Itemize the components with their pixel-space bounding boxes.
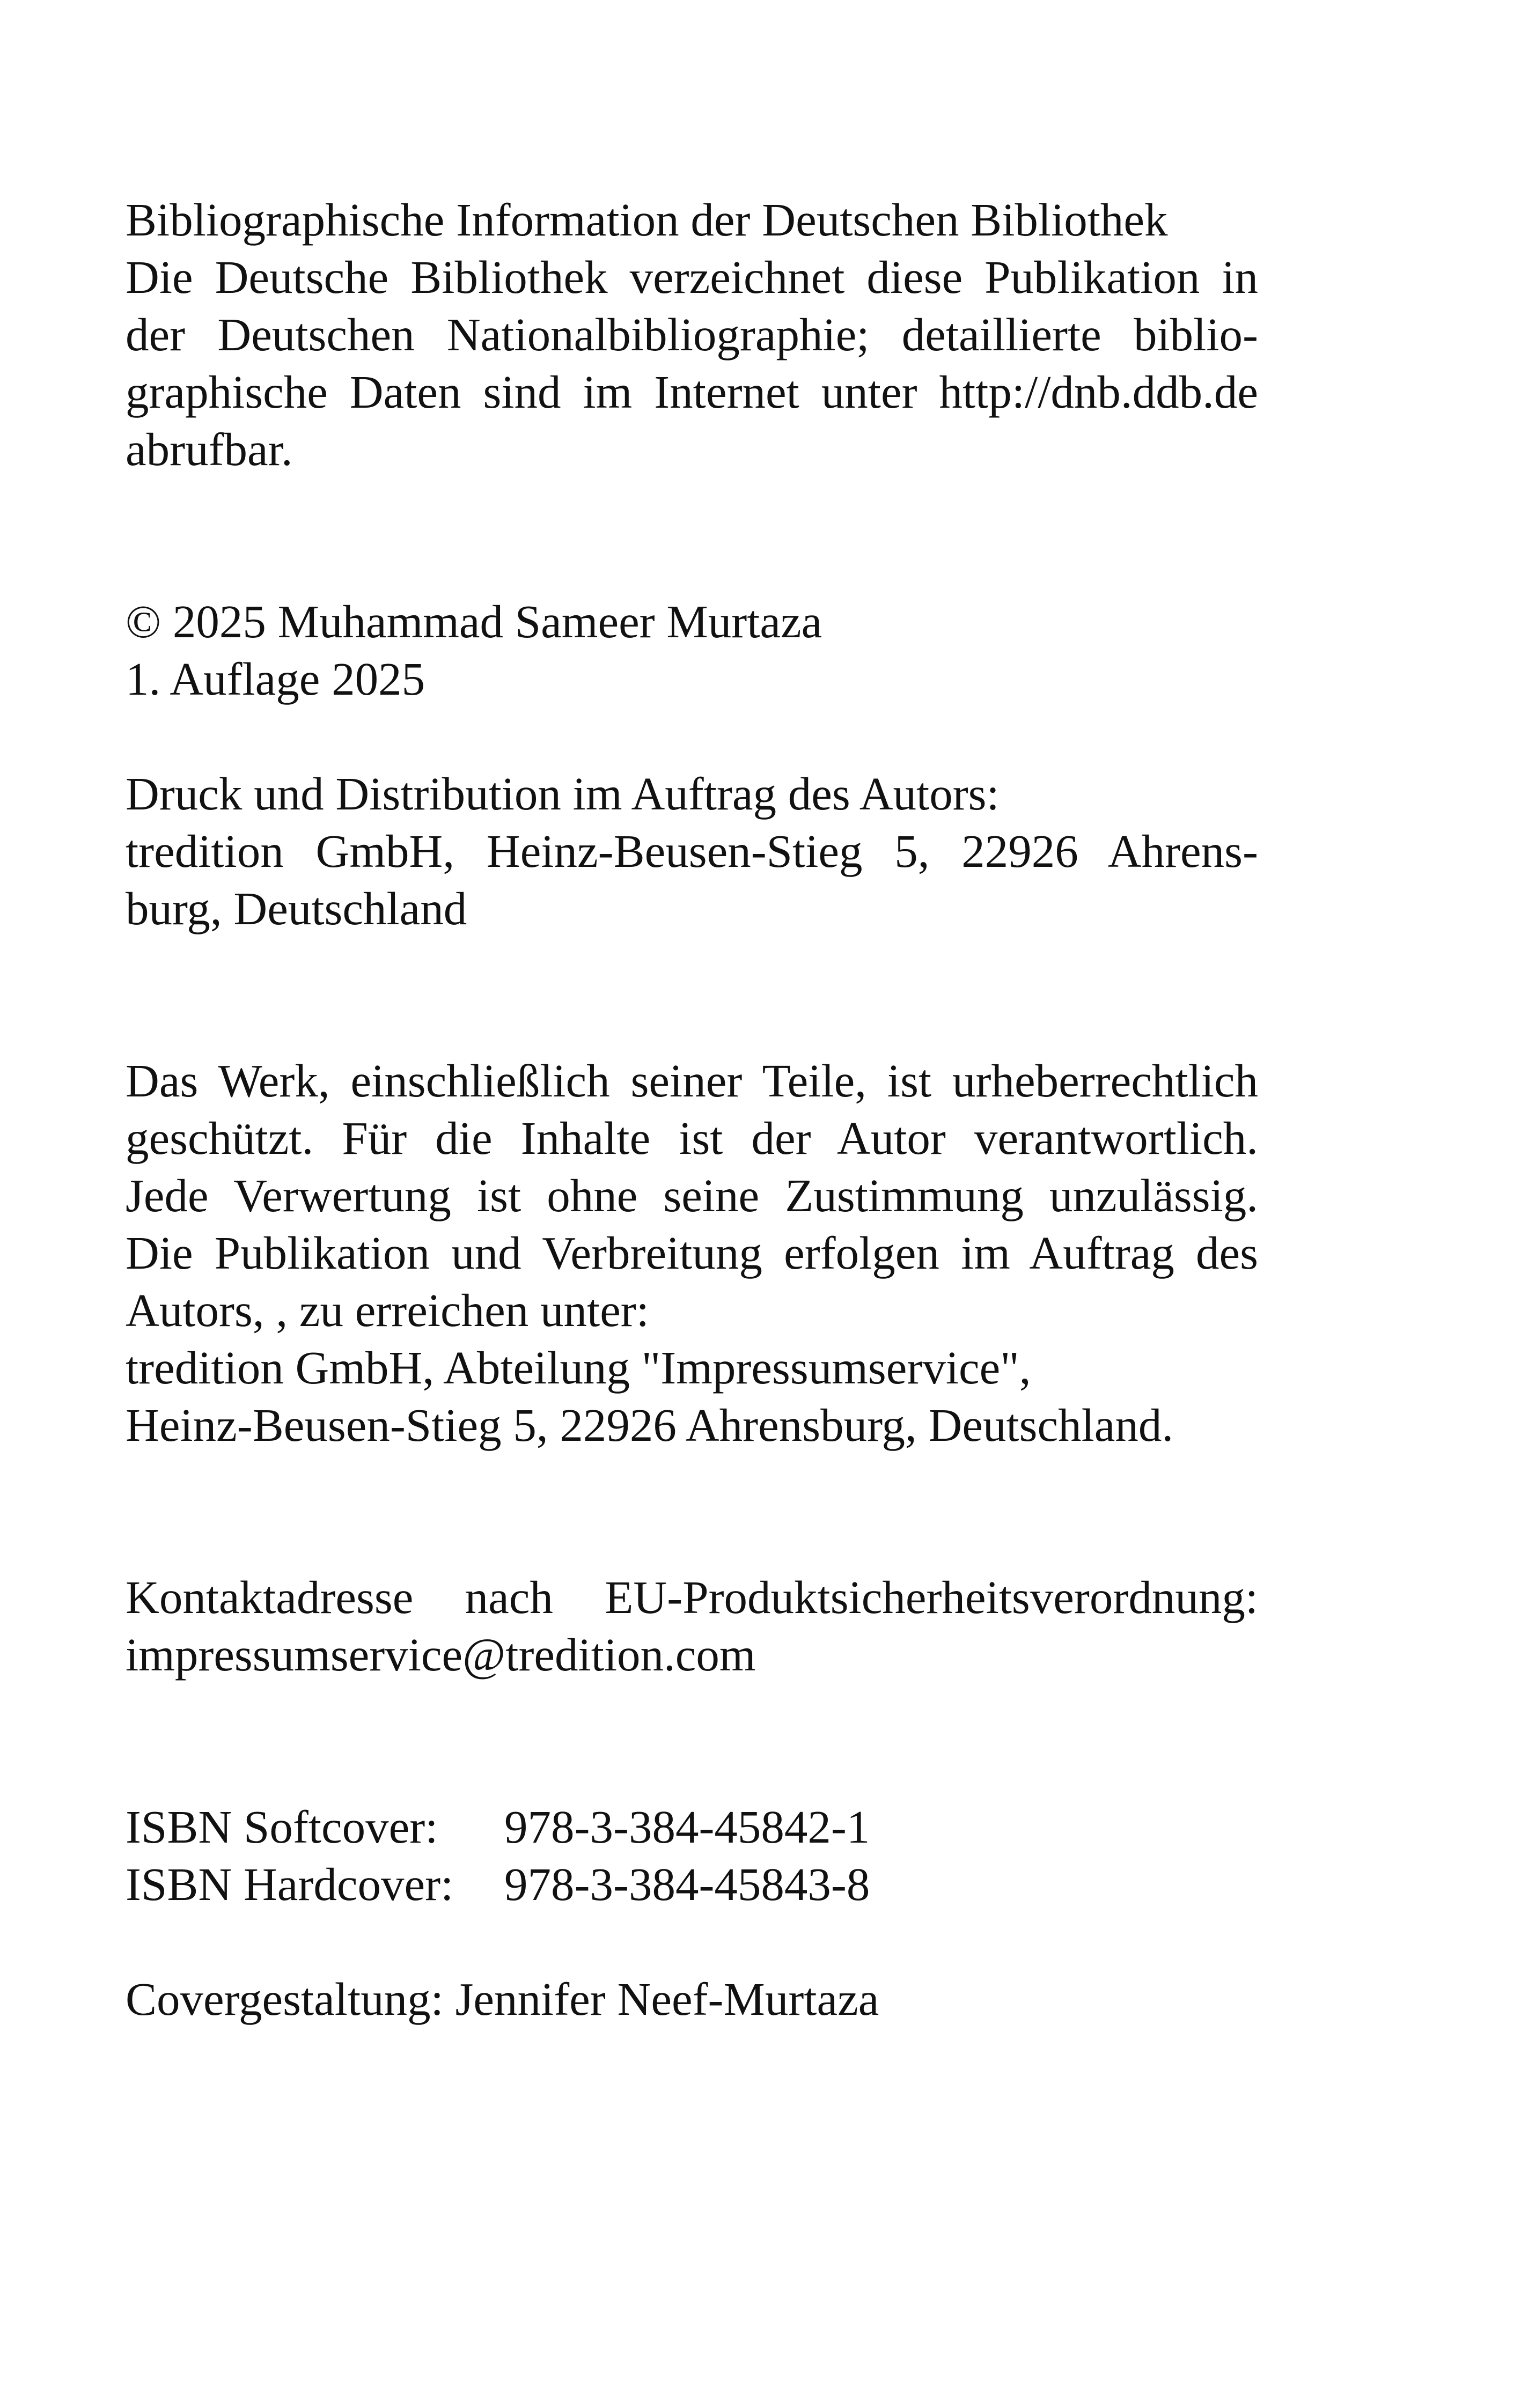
isbn-hardcover-row: [126, 1855, 1258, 1913]
isbn-softcover-value: 978-3-384-45842-1: [504, 1801, 870, 1853]
bibliographic-line: abrufbar.: [126, 423, 293, 475]
copyright-holder: © 2025 Muhammad Sameer Murtaza: [126, 595, 822, 647]
rights-line: tredition GmbH, Abteilung "Impressumservice",: [126, 1342, 1031, 1394]
distribution-line: tredition GmbH, Heinz-Beusen-Stieg 5, 22926 Ahrens-: [126, 825, 1258, 877]
spacer: [126, 937, 1258, 1052]
contact-block: [126, 1568, 1258, 1683]
rights-block: [126, 1052, 1258, 1454]
spacer: [126, 478, 1258, 593]
distribution-line: Druck und Distribution im Auftrag des Autors:: [126, 768, 1000, 820]
bibliographic-line: der Deutschen Nationalbibliographie; detaillierte biblio-: [126, 308, 1258, 360]
isbn-hardcover-label: ISBN Hardcover:: [126, 1858, 454, 1910]
isbn-softcover-row: [126, 1798, 1258, 1855]
rights-line: Jede Verwertung ist ohne seine Zustimmung unzulässig.: [126, 1169, 1258, 1221]
rights-line: Heinz-Beusen-Stieg 5, 22926 Ahrensburg, Deutschland.: [126, 1399, 1174, 1451]
cover-credit-block: [126, 1970, 1258, 2028]
bibliographic-info-block: [126, 191, 1258, 478]
rights-line: geschützt. Für die Inhalte ist der Autor verantwortlich.: [126, 1112, 1258, 1164]
bibliographic-line: Die Deutsche Bibliothek verzeichnet diese Publikation in: [126, 251, 1258, 303]
spacer: [126, 1454, 1258, 1568]
rights-line: Autors, , zu erreichen unter:: [126, 1284, 649, 1336]
isbn-block: [126, 1798, 1258, 1913]
copyright-block: [126, 593, 1258, 708]
imprint-text-column: [126, 191, 1258, 2028]
cover-credit: Covergestaltung: Jennifer Neef-Murtaza: [126, 1973, 879, 2025]
distribution-line: burg, Deutschland: [126, 882, 467, 934]
contact-line: Kontaktadresse nach EU-Produktsicherheitsverordnung:: [126, 1571, 1258, 1623]
bibliographic-line: graphische Daten sind im Internet unter http://dnb.ddb.de: [126, 366, 1258, 418]
edition-info: 1. Auflage 2025: [126, 653, 425, 705]
bibliographic-heading: Bibliographische Information der Deutschen Bibliothek: [126, 194, 1168, 246]
rights-line: Die Publikation und Verbreitung erfolgen im Auftrag des: [126, 1227, 1258, 1279]
spacer: [126, 1683, 1258, 1798]
isbn-hardcover-value: 978-3-384-45843-8: [504, 1858, 870, 1910]
contact-email: impressumservice@tredition.com: [126, 1629, 756, 1681]
rights-line: Das Werk, einschließlich seiner Teile, ist urheberrechtlich: [126, 1055, 1258, 1107]
isbn-softcover-label: ISBN Softcover:: [126, 1801, 438, 1853]
distribution-block: [126, 765, 1258, 937]
spacer: [126, 1913, 1258, 1970]
spacer: [126, 708, 1258, 765]
